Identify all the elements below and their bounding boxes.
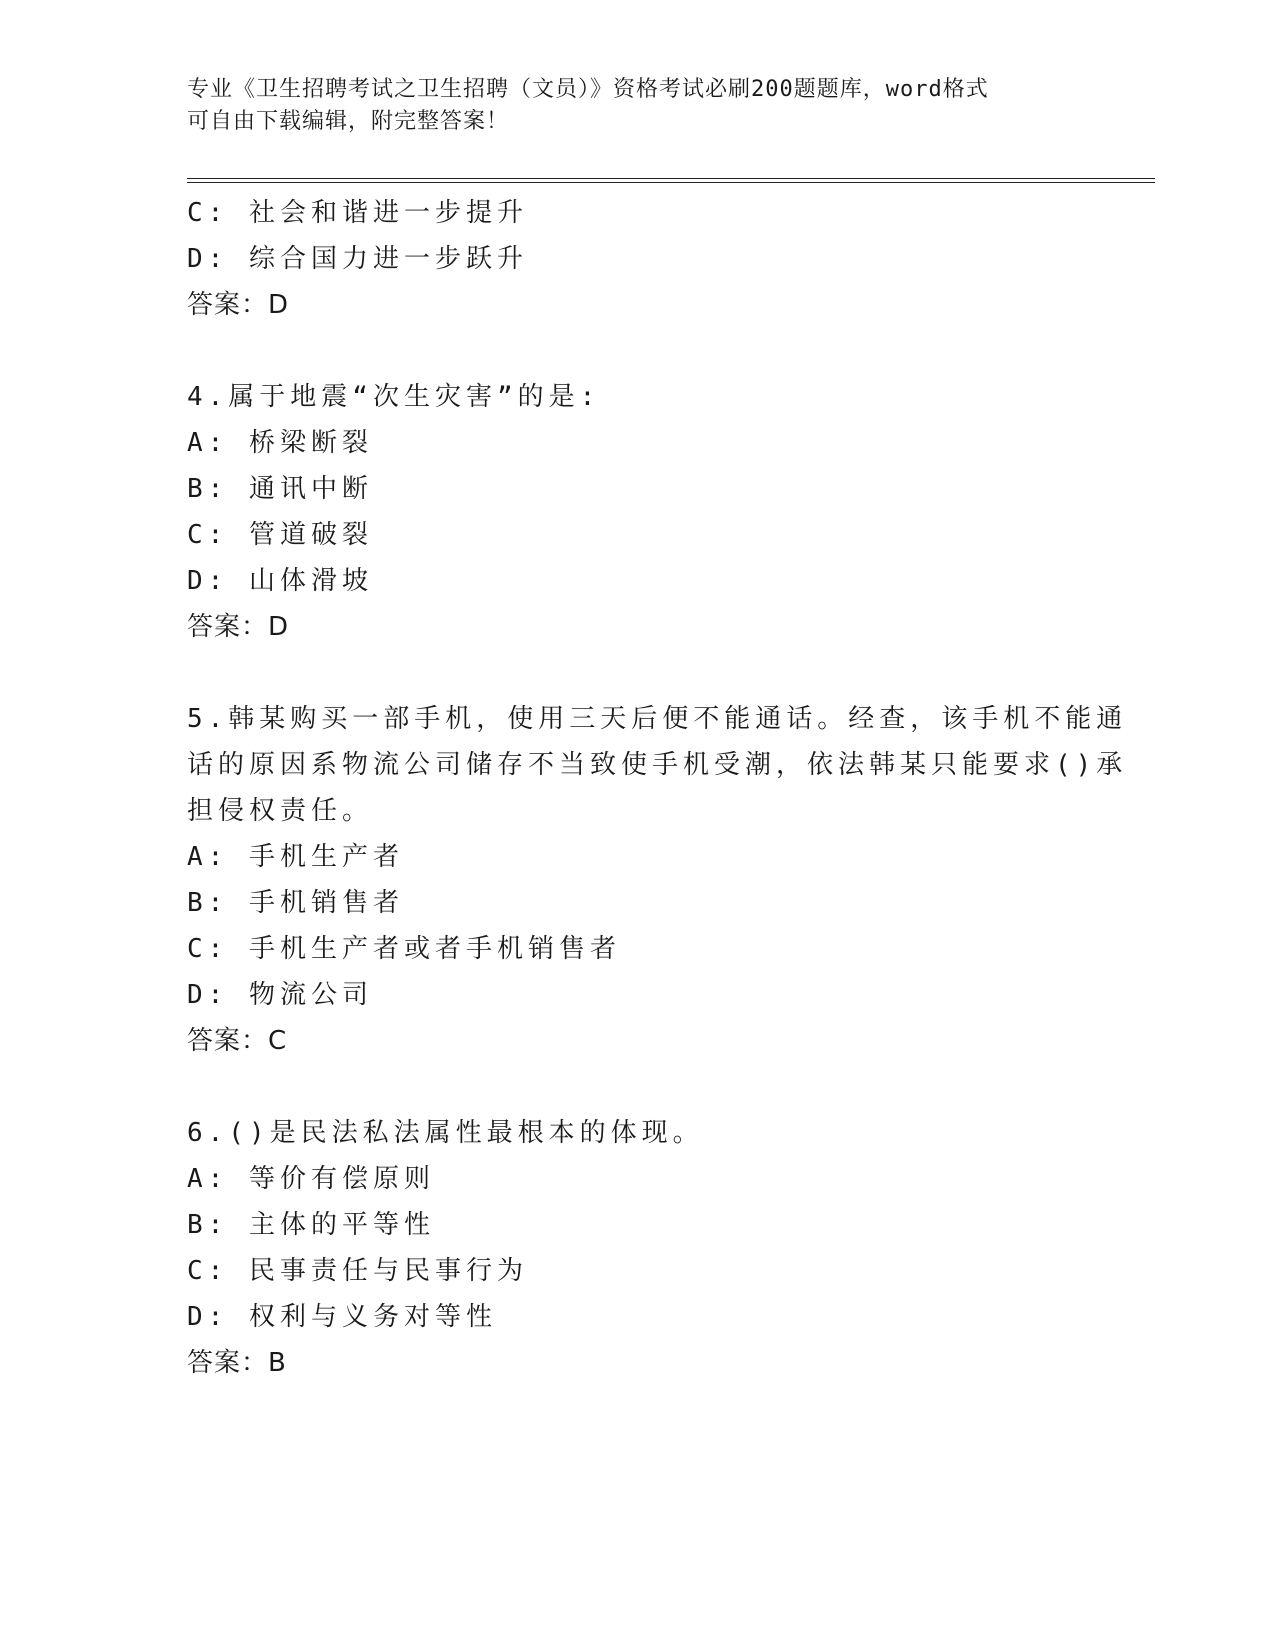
option-a: A: 手机生产者 (187, 842, 404, 872)
question-6 (187, 1110, 1087, 1386)
answer-line: 答案：B (187, 1348, 287, 1378)
document-header (187, 74, 1067, 138)
question-stem-line-2: 话的原因系物流公司储存不当致使手机受潮，依法韩某只能要求()承 (187, 750, 1128, 780)
option-d: D: 综合国力进一步跃升 (187, 244, 528, 274)
question-stem: 4.属于地震“次生灾害”的是: (187, 382, 601, 412)
spacer (187, 1064, 1087, 1110)
option-c: C: 手机生产者或者手机销售者 (187, 934, 621, 964)
header-title-line-2: 可自由下载编辑，附完整答案！ (187, 109, 510, 134)
option-d: D: 权利与义务对等性 (187, 1302, 497, 1332)
header-divider-bottom (187, 182, 1155, 183)
answer-line: 答案：C (187, 1026, 288, 1056)
question-list (187, 190, 1128, 1386)
option-a: A: 等价有偿原则 (187, 1164, 435, 1194)
spacer (187, 650, 1087, 696)
question-stem: 6.()是民法私法属性最根本的体现。 (187, 1118, 704, 1148)
answer-line: 答案：D (187, 290, 290, 320)
option-b: B: 通讯中断 (187, 474, 373, 504)
option-c: C: 社会和谐进一步提升 (187, 198, 528, 228)
option-d: D: 物流公司 (187, 980, 373, 1010)
question-5 (187, 696, 1128, 1064)
question-stem-line-1: 5.韩某购买一部手机，使用三天后便不能通话。经查，该手机不能通 (187, 704, 1128, 734)
question-stem-line-3: 担侵权责任。 (187, 796, 374, 826)
answer-line: 答案：D (187, 612, 290, 642)
header-title-line-1: 专业《卫生招聘考试之卫生招聘（文员）》资格考试必刷200题题库，word格式 (187, 77, 989, 102)
header-divider-top (187, 178, 1155, 179)
spacer (187, 328, 1087, 374)
option-c: C: 管道破裂 (187, 520, 373, 550)
option-b: B: 主体的平等性 (187, 1210, 435, 1240)
option-b: B: 手机销售者 (187, 888, 404, 918)
question-3-tail (187, 190, 1087, 328)
option-c: C: 民事责任与民事行为 (187, 1256, 528, 1286)
option-d: D: 山体滑坡 (187, 566, 373, 596)
question-4 (187, 374, 1087, 650)
option-a: A: 桥梁断裂 (187, 428, 373, 458)
